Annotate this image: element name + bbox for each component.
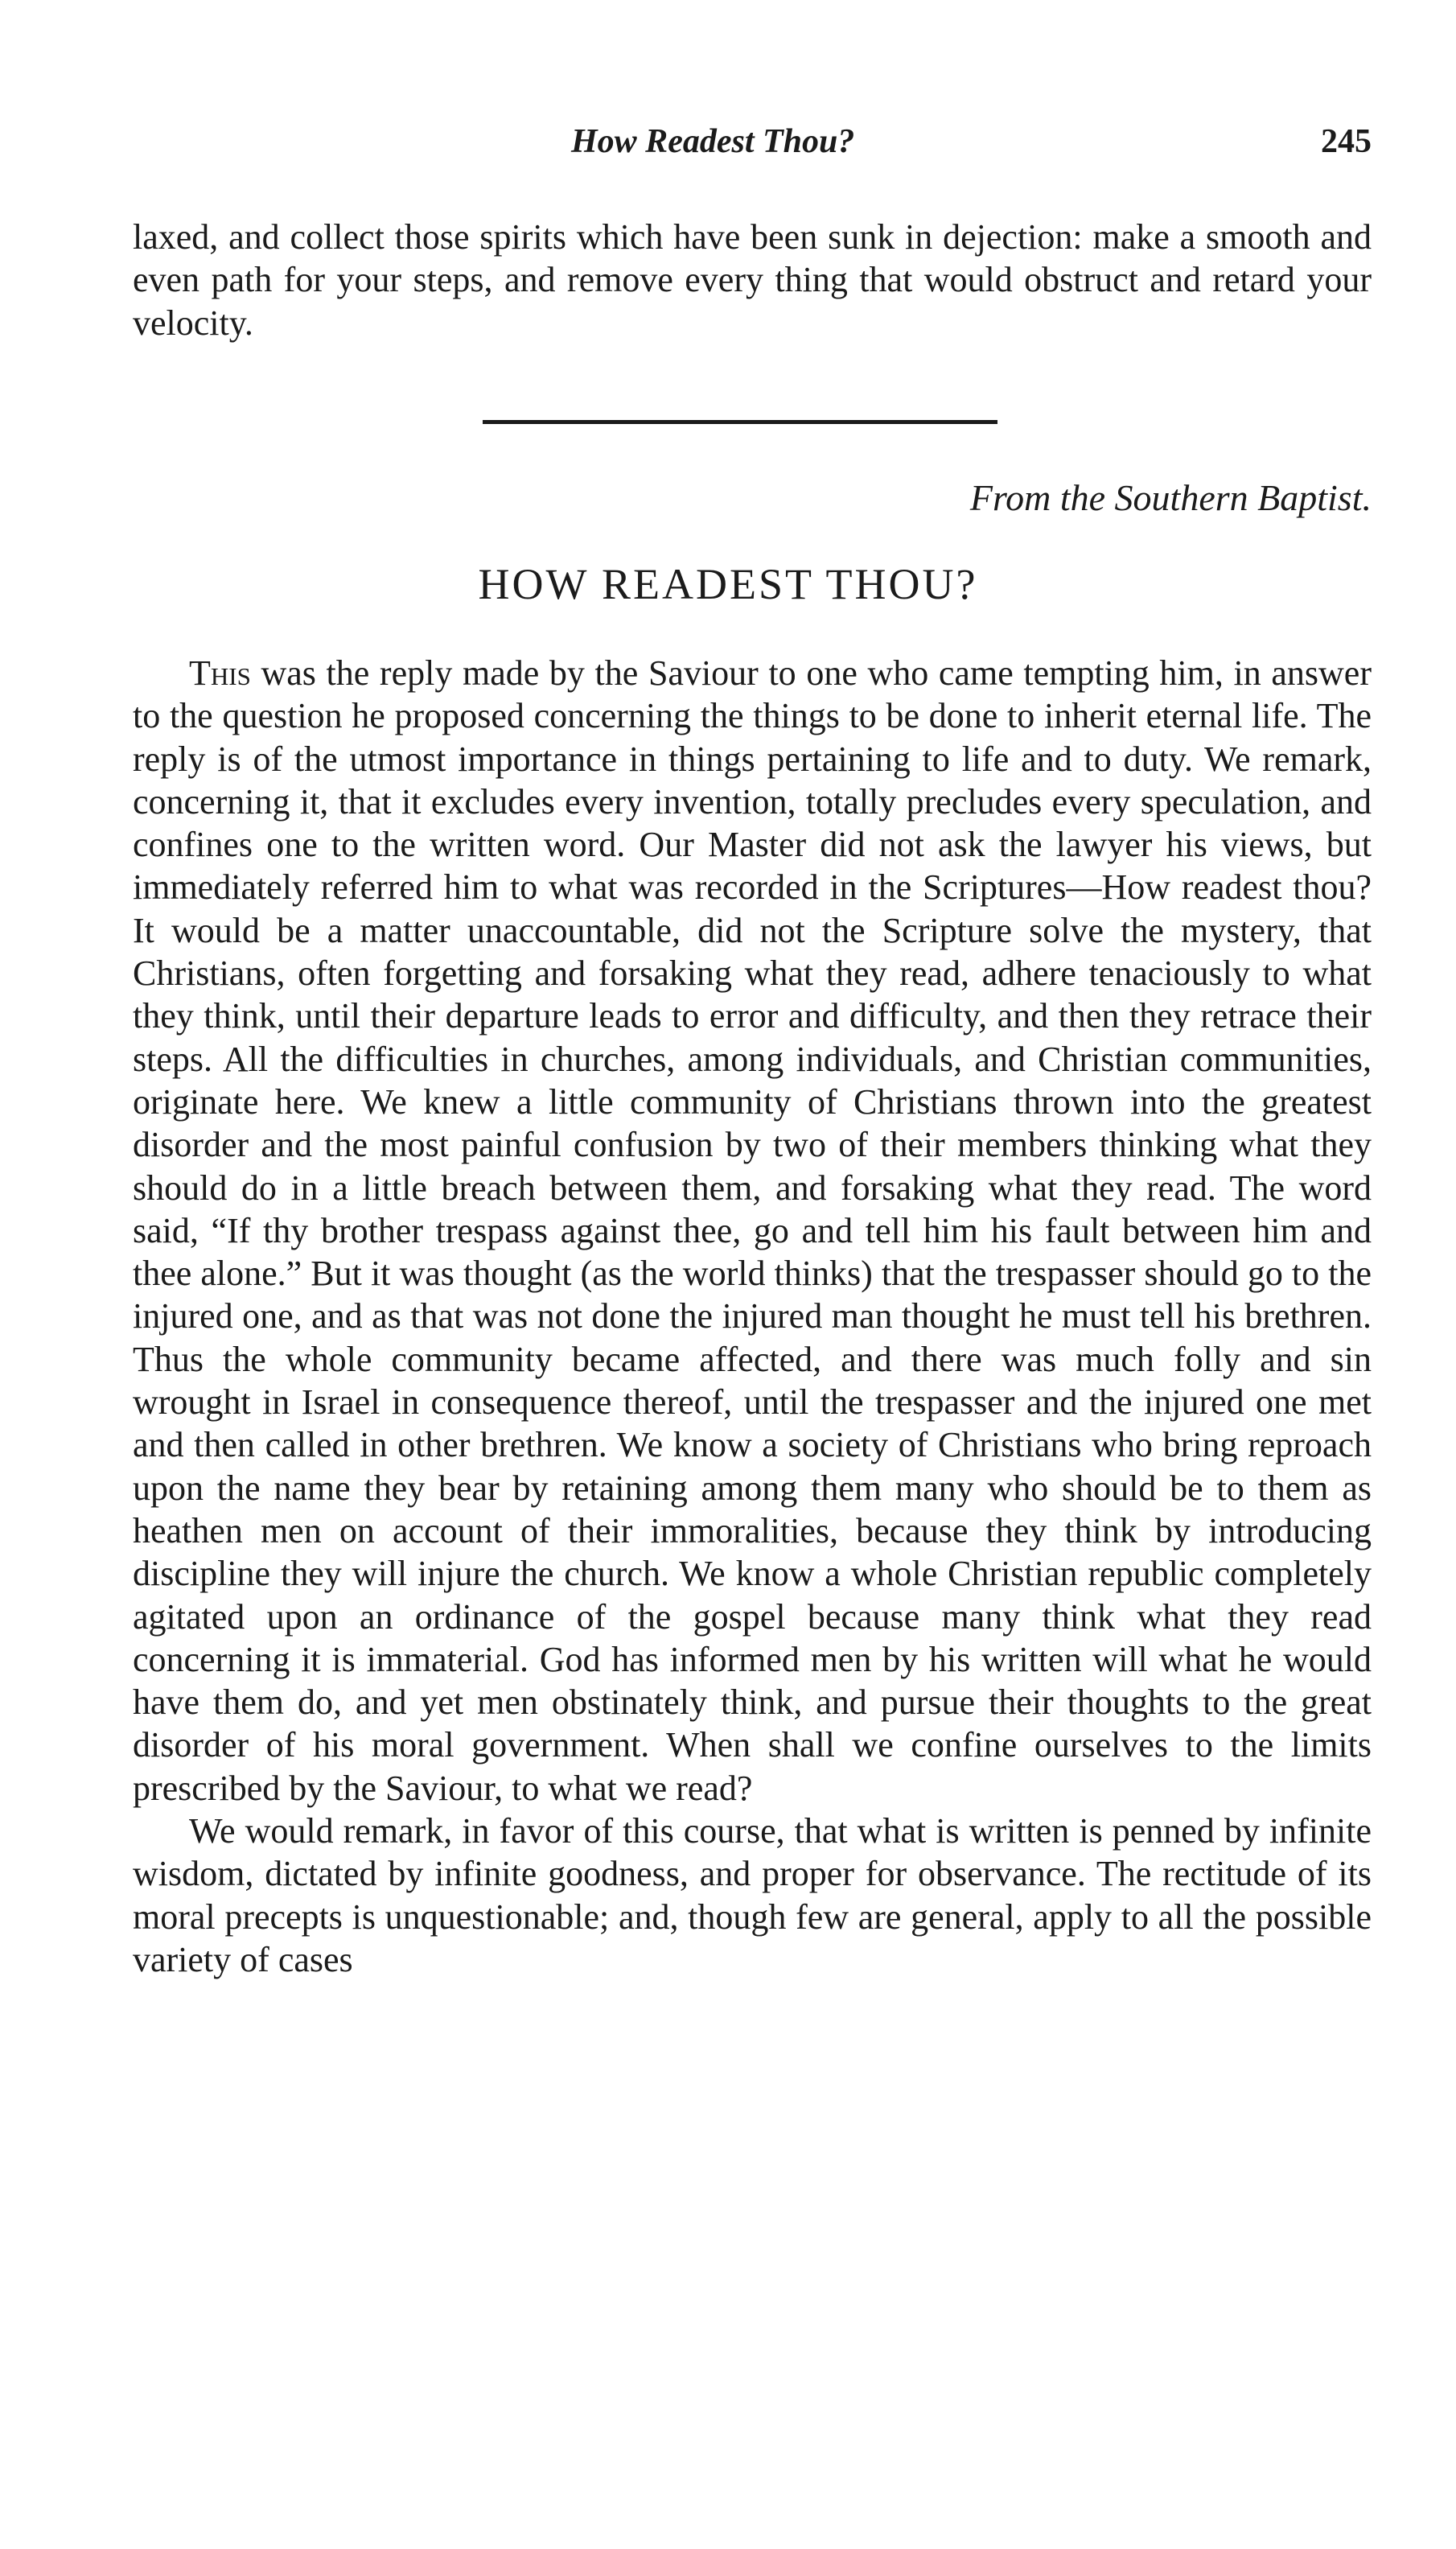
section-divider-rule xyxy=(483,420,997,424)
article-paragraph-1 xyxy=(133,652,1372,1810)
page-number: 245 xyxy=(1321,123,1372,160)
page-header xyxy=(133,122,1372,179)
continued-paragraph: laxed, and collect those spirits which have been sunk in dejection: make a smooth and even path for your steps, and remove every thing that would obstruct and retard your velocity. xyxy=(133,217,1372,343)
paragraph-1-text: was the reply made by the Saviour to one who came tempting him, in answer to the question he proposed concerning the things to be done to inherit eternal life. The reply is of the utmost importance in things pertaining to life and to duty. We remark, concerning it, that it excludes every invention, totally precludes every speculation, and confines one to the written word. Our Master did not ask the lawyer his views, but immediately referred him to what was recorded in the Scriptures—How readest thou? It would be a matter unaccountable, did not the Scripture solve the mystery, that Christians, often forgetting and forsaking what they read, adhere tenaciously to what they think, until their departure leads to error and difficulty, and then they retrace their steps. All the difficulties in churches, among individuals, and Christian communities, originate here. We knew a little community of Christians thrown into the greatest disorder and the most painful confusion by two of their members thinking what they should do in a little breach between them, and forsaking what they read. The word said, “If thy brother trespass against thee, go and tell him his fault between him and thee alone.” But it was thought (as the world thinks) that the trespasser should go to the injured one, and as that was not done the injured man thought he must tell his brethren. Thus the whole community became affected, and there was much folly and sin wrought in Israel in consequence thereof, until the trespasser and the injured one met and then called in other brethren. We know a society of Christians who bring reproach upon the name they bear by retaining among them many who should be to them as heathen men on account of their immoralities, because they think by introducing discipline they will injure the church. We know a whole Christian republic completely agitated upon an ordinance of the gospel because many think what they read concerning it is immaterial. God has informed men by his written will what he would have them do, and yet men obstinately think, and pursue their thoughts to the great disorder of his moral government. When shall we confine ourselves to the limits prescribed by the Saviour, to what we read? xyxy=(133,653,1372,1808)
article-title: HOW READEST THOU? xyxy=(478,560,978,608)
article-paragraph-2: We would remark, in favor of this course, that what is written is penned by infinite wisdom, dictated by infinite goodness, and proper for observance. The rectitude of its moral precepts is unquestionable; and, though few are general, apply to all the possible variety of cases xyxy=(133,1811,1372,1979)
running-title: How Readest Thou? xyxy=(571,123,855,160)
article-body xyxy=(133,652,1372,1981)
opening-word: This xyxy=(189,653,251,693)
continued-paragraph-block xyxy=(133,216,1372,344)
source-attribution: From the Southern Baptist. xyxy=(969,477,1372,518)
